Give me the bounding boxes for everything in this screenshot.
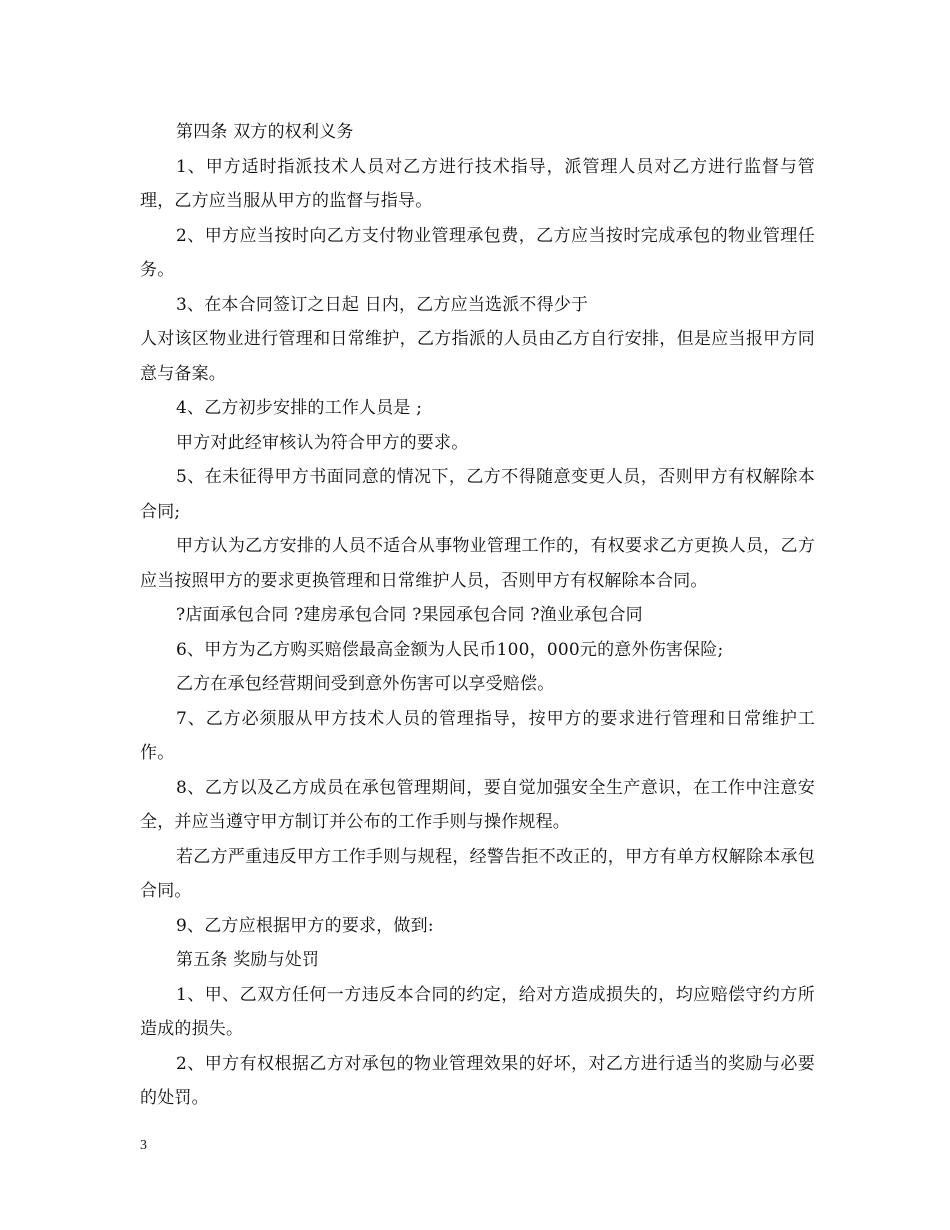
paragraph: 6、甲方为乙方购买赔偿最高金额为人民币100，000元的意外伤害保险;	[176, 639, 724, 660]
paragraph: 5、在未征得甲方书面同意的情况下，乙方不得随意变更人员，否则甲方有权解除本合同;	[140, 467, 815, 522]
paragraph: 3、在本合同签订之日起 日内，乙方应当选派不得少于	[176, 294, 589, 315]
paragraph: 甲方认为乙方安排的人员不适合从事物业管理工作的，有权要求乙方更换人员，乙方应当按照甲方的要求更换管理和日常维护人员，否则甲方有权解除本合同。	[140, 536, 815, 591]
document-body	[140, 115, 815, 1116]
paragraph: 4、乙方初步安排的工作人员是 ;	[176, 398, 423, 418]
related-contract-links: ?店面承包合同 ?建房承包合同 ?果园承包合同 ?渔业承包合同	[176, 605, 643, 625]
article-4-heading: 第四条 双方的权利义务	[176, 122, 354, 142]
paragraph: 8、乙方以及乙方成员在承包管理期间，要自觉加强安全生产意识，在工作中注意安全，并应当遵守甲方制订并公布的工作手则与操作规程。	[140, 777, 815, 832]
page-number: 3	[140, 1138, 147, 1153]
paragraph: 甲方对此经审核认为符合甲方的要求。	[176, 432, 469, 453]
article-5-heading: 第五条 奖励与处罚	[176, 950, 320, 970]
paragraph: 人对该区物业进行管理和日常维护，乙方指派的人员由乙方自行安排，但是应当报甲方同意与备案。	[140, 329, 815, 384]
paragraph: 1、甲方适时指派技术人员对乙方进行技术指导，派管理人员对乙方进行监督与管理，乙方应当服从甲方的监督与指导。	[140, 156, 815, 211]
paragraph: 1、甲、乙双方任何一方违反本合同的约定，给对方造成损失的，均应赔偿守约方所造成的损失。	[140, 984, 815, 1039]
paragraph: 9、乙方应根据甲方的要求，做到:	[176, 915, 434, 936]
paragraph: 2、甲方应当按时向乙方支付物业管理承包费，乙方应当按时完成承包的物业管理任务。	[140, 225, 815, 280]
paragraph: 2、甲方有权根据乙方对承包的物业管理效果的好坏，对乙方进行适当的奖励与必要的处罚。	[140, 1053, 815, 1108]
paragraph: 乙方在承包经营期间受到意外伤害可以享受赔偿。	[176, 674, 555, 694]
paragraph: 若乙方严重违反甲方工作手则与规程，经警告拒不改正的，甲方有单方权解除本承包合同。	[140, 846, 815, 901]
paragraph: 7、乙方必须服从甲方技术人员的管理指导，按甲方的要求进行管理和日常维护工作。	[140, 708, 815, 763]
